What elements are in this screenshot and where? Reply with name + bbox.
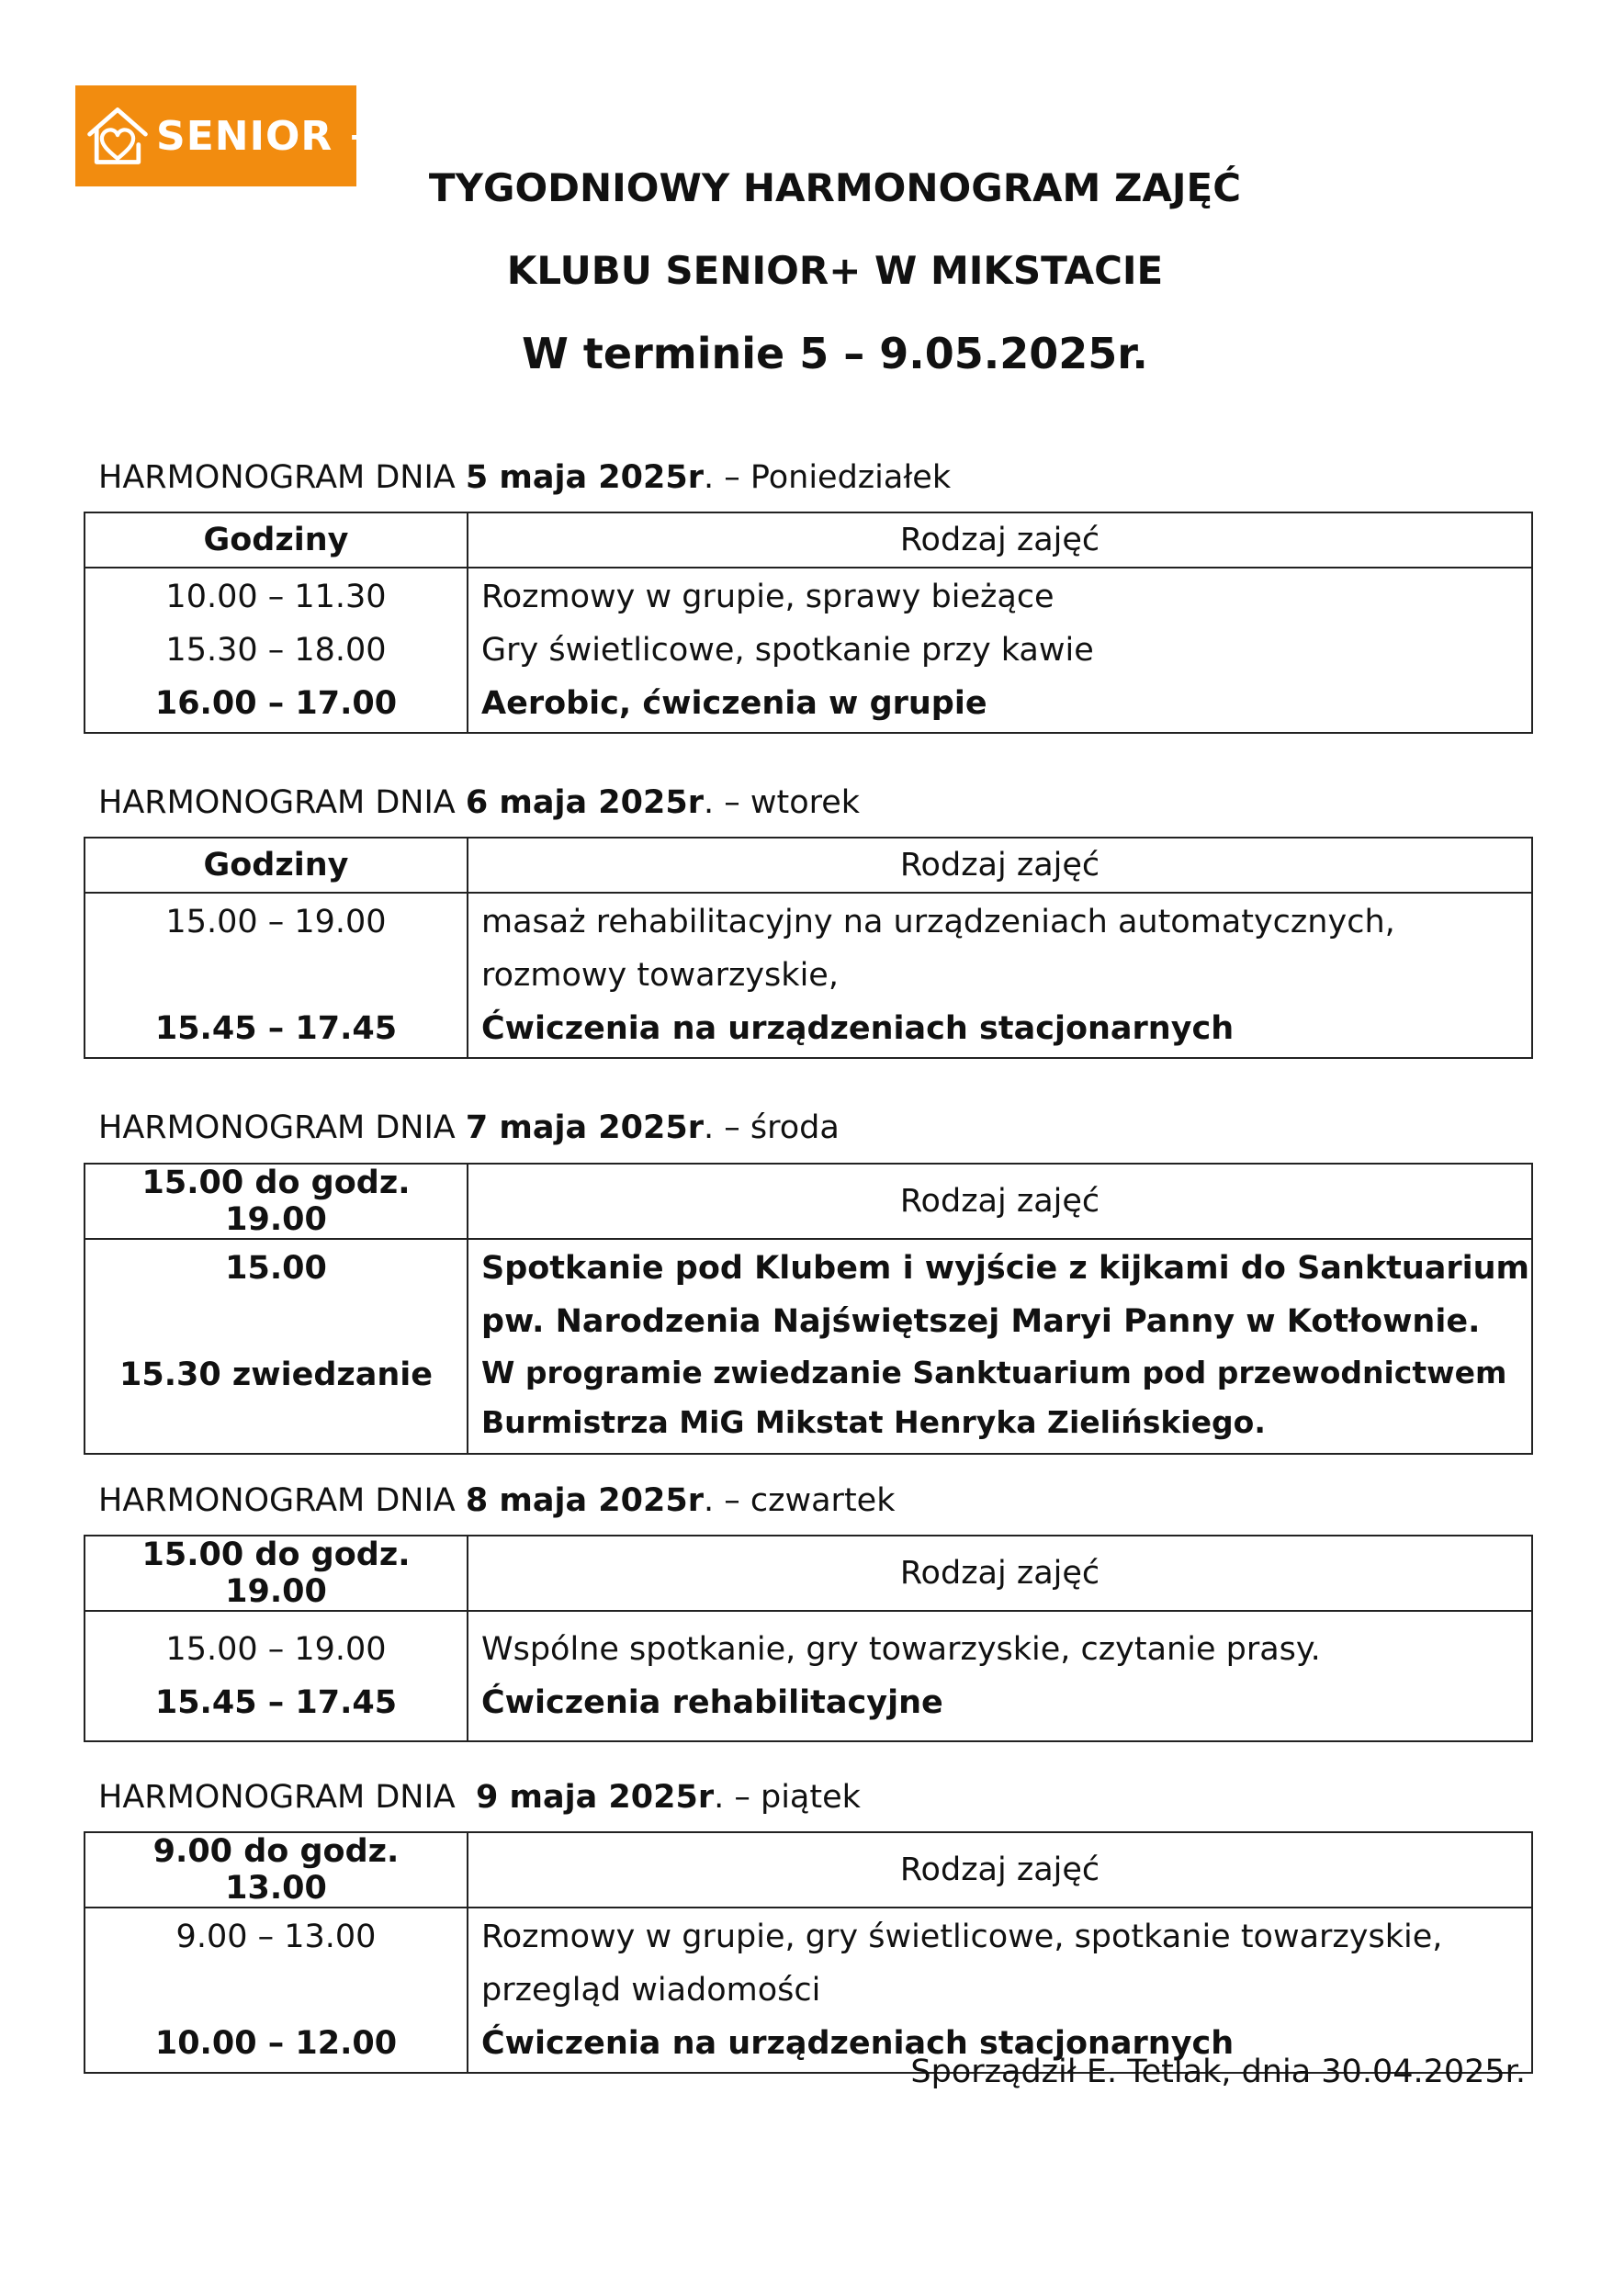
header-hours: 15.00 do godz. 19.00 (85, 1164, 468, 1239)
hour-entry: 15.30 – 18.00 (165, 632, 387, 669)
activity-entry: W programie zwiedzanie Sanktuarium pod przewodnictwem (481, 1355, 1507, 1390)
activity-entry: Rozmowy w grupie, sprawy bieżące (481, 579, 1054, 615)
day-heading-prefix: HARMONOGRAM DNIA (98, 784, 466, 821)
activity-entry: przegląd wiadomości (481, 1972, 821, 2009)
activity-entry: Burmistrza MiG Mikstat Henryka Zielińskiego. (481, 1404, 1266, 1440)
hour-entry: 15.30 zwiedzanie (118, 1356, 434, 1393)
logo-text: SENIOR + (156, 112, 383, 160)
hours-cell (85, 568, 468, 733)
header-activity-type: Rodzaj zajęć (468, 512, 1532, 568)
activity-entry: rozmowy towarzyskie, (481, 957, 839, 994)
activity-entry: Wspólne spotkanie, gry towarzyskie, czytanie prasy. (481, 1631, 1321, 1668)
hours-cell (85, 893, 468, 1058)
day-heading (98, 784, 860, 821)
hour-entry: 16.00 – 17.00 (154, 685, 398, 722)
header-activity-type: Rodzaj zajęć (468, 838, 1532, 893)
day-heading-prefix: HARMONOGRAM DNIA (98, 1779, 476, 1816)
document-title: TYGODNIOWY HARMONOGRAM ZAJĘĆ (428, 165, 1242, 210)
day-heading-weekday: . – Poniedziałek (703, 459, 952, 496)
day-heading-weekday: . – środa (703, 1109, 840, 1146)
day-heading-date: 7 maja 2025r (465, 1109, 704, 1146)
header-activity-type: Rodzaj zajęć (468, 1536, 1532, 1611)
document-subtitle: KLUBU SENIOR+ W MIKSTACIE (506, 248, 1164, 293)
header-hours: Godziny (85, 838, 468, 893)
schedule-table (84, 1535, 1533, 1742)
prepared-by-note: Sporządził E. Tetlak, dnia 30.04.2025r. (910, 2054, 1526, 2090)
day-heading (98, 1482, 895, 1519)
activity-entry: Rozmowy w grupie, gry świetlicowe, spotkanie towarzyskie, (481, 1919, 1443, 1955)
hour-entry: 15.45 – 17.45 (154, 1010, 398, 1047)
activities-cell (468, 893, 1532, 1058)
day-heading-weekday: . – piątek (714, 1779, 861, 1816)
hour-entry: 15.45 – 17.45 (154, 1684, 398, 1721)
schedule-table (84, 837, 1533, 1059)
activities-cell (468, 1908, 1532, 2073)
activity-entry: Ćwiczenia na urządzeniach stacjonarnych (481, 2025, 1235, 2062)
day-heading-weekday: . – wtorek (703, 784, 861, 821)
day-heading (98, 459, 951, 496)
activity-entry: Gry świetlicowe, spotkanie przy kawie (481, 632, 1094, 669)
header-activity-type: Rodzaj zajęć (468, 1832, 1532, 1908)
day-heading-prefix: HARMONOGRAM DNIA (98, 459, 466, 496)
day-heading-date: 6 maja 2025r (465, 784, 704, 821)
activity-entry: Ćwiczenia na urządzeniach stacjonarnych (481, 1010, 1235, 1047)
day-heading (98, 1779, 861, 1816)
activity-entry: Spotkanie pod Klubem i wyjście z kijkami do Sanktuarium (481, 1250, 1530, 1287)
activities-cell (468, 568, 1532, 733)
day-heading-date: 5 maja 2025r (465, 459, 704, 496)
day-heading (98, 1109, 840, 1146)
activity-entry: Aerobic, ćwiczenia w grupie (481, 685, 987, 722)
day-heading-prefix: HARMONOGRAM DNIA (98, 1109, 466, 1146)
day-heading-prefix: HARMONOGRAM DNIA (98, 1482, 466, 1519)
schedule-table (84, 1831, 1533, 2074)
hours-cell (85, 1908, 468, 2073)
day-heading-weekday: . – czwartek (703, 1482, 896, 1519)
hour-entry: 15.00 – 19.00 (165, 904, 387, 940)
activity-entry: masaż rehabilitacyjny na urządzeniach automatycznych, (481, 904, 1395, 940)
hours-cell (85, 1239, 468, 1454)
hour-entry: 10.00 – 12.00 (154, 2025, 398, 2062)
date-range: W terminie 5 – 9.05.2025r. (522, 329, 1148, 378)
header-hours: Godziny (85, 512, 468, 568)
hour-entry: 10.00 – 11.30 (165, 579, 387, 615)
activity-entry: pw. Narodzenia Najświętszej Maryi Panny w Kotłownie. (481, 1303, 1481, 1340)
day-heading-date: 9 maja 2025r (476, 1779, 715, 1816)
header-activity-type: Rodzaj zajęć (468, 1164, 1532, 1239)
activity-entry: Ćwiczenia rehabilitacyjne (481, 1684, 943, 1721)
hour-entry: 15.00 (225, 1250, 327, 1287)
house-heart-icon (83, 101, 152, 171)
header-hours: 9.00 do godz. 13.00 (85, 1832, 468, 1908)
activities-cell (468, 1239, 1532, 1454)
activities-cell (468, 1611, 1532, 1741)
schedule-table (84, 512, 1533, 734)
header-hours: 15.00 do godz. 19.00 (85, 1536, 468, 1611)
schedule-table (84, 1163, 1533, 1455)
hours-cell (85, 1611, 468, 1741)
day-heading-date: 8 maja 2025r (465, 1482, 704, 1519)
hour-entry: 15.00 – 19.00 (165, 1631, 387, 1668)
hour-entry: 9.00 – 13.00 (175, 1919, 377, 1955)
